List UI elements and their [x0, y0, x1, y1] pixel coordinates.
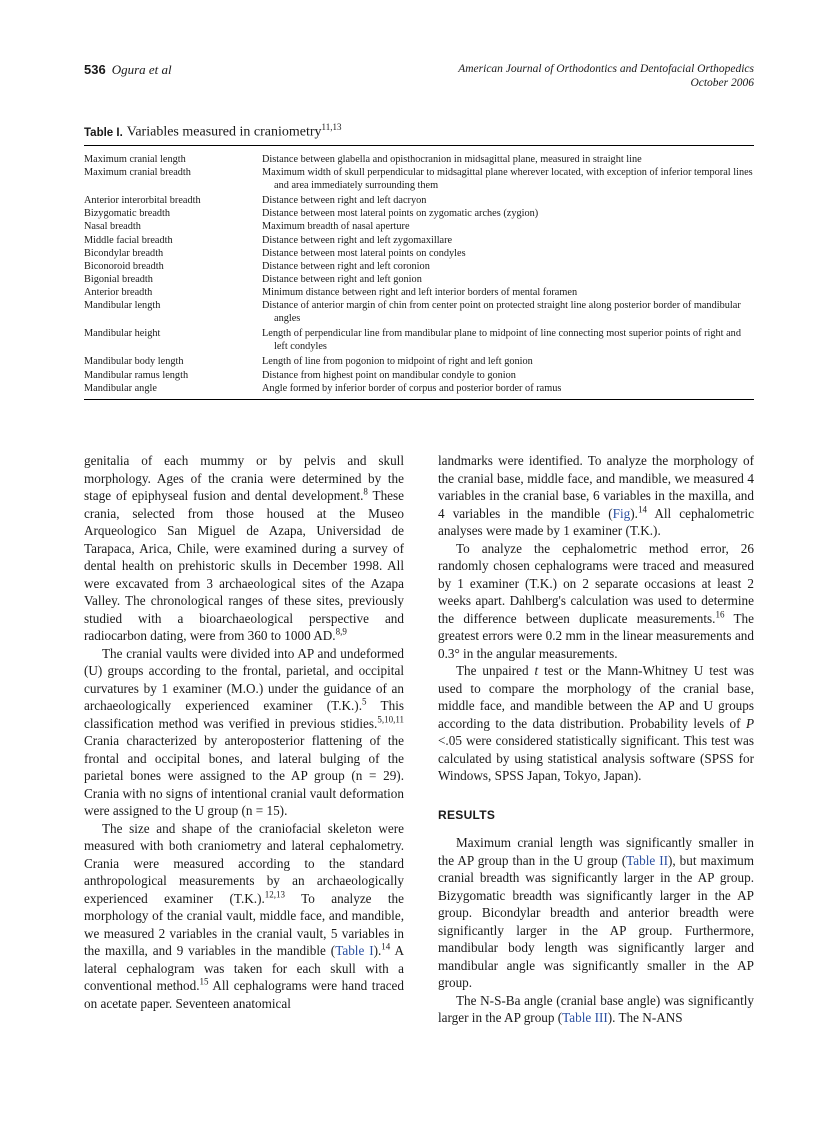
variable-description-cell [262, 286, 754, 299]
variables-table-body [84, 146, 754, 400]
table-row [84, 299, 754, 325]
variable-description-text: Angle formed by inferior border of corpus and posterior border of ramus [262, 382, 562, 394]
variable-name-cell: Biconoroid breadth [84, 260, 164, 272]
table-row [84, 369, 754, 382]
text-run: The N-S-Ba angle (cranial base angle) was significantly larger in the AP group ( [438, 992, 754, 1025]
citation-ref[interactable]: 12,13 [264, 889, 286, 900]
text-run: These crania, selected from those housed at the Museo Arqueologico San Miguel de Azapa, Universidad de Tarapaca, Arica, Chile, were examined during a survey of dental health on prehistoric skulls in December 1998. All were excavated from 3 archaeological sites of the Azapa Valley. The chronological ranges of these sites, previously studied with a bioarchaeological perspective and radiocarbon dating, were from 360 to 1000 AD. [84, 488, 404, 643]
table-link[interactable]: Table III [562, 1010, 608, 1025]
variable-description-cell [262, 146, 754, 167]
table-row [84, 286, 754, 299]
variable-name-cell: Mandibular body length [84, 356, 184, 368]
variable-description-cell [262, 369, 754, 382]
variable-description-text: Minimum distance between right and left interior borders of mental foramen [262, 286, 578, 298]
italic-symbol: P [745, 715, 754, 731]
page-number: 536 [84, 62, 106, 77]
running-header [84, 62, 754, 96]
text-run: ). The N-ANS [607, 1010, 683, 1025]
text-run: A lateral cephalogram was taken for each skull with a conventional method. [84, 943, 404, 993]
table-row [84, 260, 754, 273]
section-heading-results: RESULTS [438, 807, 496, 822]
text-run: Maximum cranial length was significantly smaller in the AP group than in the U group ( [438, 835, 754, 868]
variable-name-cell: Mandibular ramus length [84, 369, 189, 381]
variable-name-cell: Mandibular angle [84, 382, 157, 394]
paragraph [438, 540, 754, 663]
citation-ref[interactable]: 5 [362, 696, 367, 707]
variable-description-text: Distance between right and left zygomaxillare [262, 234, 453, 246]
table-row [84, 192, 754, 207]
variable-description-cell [262, 273, 754, 286]
variable-description-text: Distance between most lateral points on condyles [262, 247, 466, 259]
variable-description-text: Distance between right and left dacryon [262, 195, 427, 207]
citation-ref[interactable]: 15 [199, 976, 209, 987]
citation-ref[interactable]: 14 [637, 504, 647, 515]
text-run: The greatest errors were 0.2 mm in the linear measurements and 0.3° in the angular measurements. [438, 610, 755, 661]
variable-description-text: Distance between right and left coronion [262, 260, 430, 272]
table-link[interactable]: Table II [626, 852, 668, 868]
text-run: This classification method was verified in previous stidies. [84, 698, 404, 731]
table-row [84, 146, 754, 167]
figure-link[interactable]: Fig [612, 505, 631, 521]
table-caption [84, 122, 754, 141]
text-run: landmarks were identified. To analyze the morphology of the cranial base, middle face, and mandible, we measured 4 variables in the cranial base, 6 variables in the maxilla, and 4 variables in the mandible ( [438, 453, 754, 521]
journal-title: American Journal of Orthodontics and Dentofacial Orthopedics [458, 63, 754, 75]
variable-description-text: Distance from highest point on mandibular condyle to gonion [262, 369, 516, 381]
text-run: <.05 were considered statistically significant. This test was calculated by using statistical analysis software (SPSS for Windows, SPSS Japan, Tokyo, Japan). [438, 733, 754, 783]
table-row [84, 166, 754, 192]
text-run: All cephalograms were hand traced on acetate paper. Seventeen anatomical [84, 978, 405, 1011]
paragraph [438, 992, 754, 1027]
text-run: The size and shape of the craniofacial skeleton were measured with both craniometry and lateral cephalometry. Crania were measured according to the standard anthropological measurements by an archaeologically experienced examiner (T.K.). [84, 820, 404, 906]
table-row [84, 353, 754, 368]
text-run: genitalia of each mummy or by pelvis and skull morphology. Ages of the crania were determined by the stage of epiphyseal fusion and dental development. [84, 453, 404, 503]
variable-description-cell [262, 325, 754, 353]
variable-description-cell [262, 260, 754, 273]
text-run: All cephalometric analyses were made by 1 examiner (T.K.). [438, 505, 754, 538]
variable-name-cell: Bizygomatic breadth [84, 208, 171, 220]
table-link[interactable]: Table I [335, 943, 374, 958]
variable-description-text: Maximum breadth of nasal aperture [262, 221, 410, 233]
variable-description-cell [262, 247, 754, 260]
table-caption-refs: 11,13 [321, 122, 342, 132]
table-row [84, 220, 754, 233]
text-run: The cranial vaults were divided into AP and undeformed (U) groups according to the frontal, parietal, and occipital curvatures by 1 examiner (M.O.) under the guidance of an archaeologically experienced examiner (T.K.). [84, 645, 404, 713]
header-authors: Ogura et al [111, 62, 172, 77]
table-row [84, 207, 754, 220]
italic-symbol: t [534, 663, 539, 678]
paragraph [438, 452, 754, 540]
right-column [438, 452, 754, 1027]
variable-description-cell [262, 207, 754, 220]
table-row [84, 234, 754, 247]
variable-name-cell: Maximum cranial length [84, 154, 186, 165]
citation-ref[interactable]: 14 [381, 941, 391, 952]
table-label: Table I. [84, 126, 123, 139]
citation-ref[interactable]: 8 [363, 486, 368, 497]
paragraph [84, 820, 404, 1013]
header-left [84, 62, 172, 78]
citation-ref[interactable]: 8,9 [335, 626, 347, 637]
variable-name-cell: Bicondylar breadth [84, 247, 164, 259]
citation-ref[interactable]: 16 [715, 609, 725, 620]
paragraph [438, 834, 754, 992]
paragraph [84, 452, 404, 645]
variable-description-text: Length of line from pogonion to midpoint of right and left gonion [262, 356, 533, 368]
paragraph [438, 662, 754, 785]
variable-description-cell [262, 299, 754, 325]
variables-table [84, 145, 754, 400]
text-run: ). [373, 943, 382, 958]
table-caption-text: Variables measured in craniometry [126, 124, 322, 140]
variable-description-text: Length of perpendicular line from mandibular plane to midpoint of line connecting most superior points of right and left condyles [262, 328, 741, 353]
variable-name-cell: Middle facial breadth [84, 234, 173, 246]
variable-description-cell [262, 353, 754, 368]
text-run: The unpaired [456, 663, 535, 678]
text-run: ), but maximum cranial breadth was significantly larger in the AP group. Bizygomatic breadth was significantly larger in the AP group. Bicondylar breadth and anterior breadth were significantly larger in the AP group. Furthermore, mandibular body length was significantly larger and mandibular angle was significantly smaller in the AP group. [438, 852, 754, 990]
variable-description-text: Distance between most lateral points on zygomatic arches (zygion) [262, 208, 539, 220]
table-row [84, 273, 754, 286]
left-column [84, 452, 404, 1012]
text-run: test or the Mann-Whitney U test was used to compare the morphology of the cranial base, middle face, and mandible between the AP and U groups according to the data distribution. Probability levels of [438, 663, 754, 731]
variable-description-text: Maximum width of skull perpendicular to midsagittal plane wherever located, with exception of inferior temporal lines and area immediately surrounding them [262, 167, 753, 192]
variable-description-text: Distance between right and left gonion [262, 273, 422, 285]
table-row [84, 247, 754, 260]
citation-ref[interactable]: 5,10,11 [377, 714, 404, 725]
journal-issue-date: October 2006 [690, 77, 754, 89]
text-run: ). [630, 505, 638, 521]
variable-description-text: Distance between glabella and opisthocranion in midsagittal plane, measured in straight line [262, 154, 642, 165]
variable-description-cell [262, 192, 754, 207]
variable-description-text: Distance of anterior margin of chin from center point on protected straight line along posterior border of mandibular angles [262, 300, 741, 325]
header-journal [458, 62, 754, 90]
variable-name-cell: Nasal breadth [84, 221, 141, 233]
variable-name-cell: Mandibular height [84, 328, 161, 340]
variable-description-cell [262, 234, 754, 247]
variable-description-cell [262, 220, 754, 233]
text-run: Crania characterized by anteroposterior flattening of the frontal and occipital bones, and lateral bulging of the parietal bones were assigned to the AP group (n = 29). Crania with no signs of intentional cranial vault deformation were assigned to the U group (n = 15). [84, 733, 404, 818]
variable-description-cell [262, 382, 754, 400]
text-run: To analyze the cephalometric method error, 26 randomly chosen cephalograms were traced and measured by 1 examiner (T.K.) on 2 separate occasions at least 2 weeks apart. Dahlberg's calculation was used to determine the difference between duplicate measurements. [438, 540, 754, 626]
text-run: To analyze the morphology of the cranial vault, middle face, and mandible, we measured 2 variables in the cranial vault, 5 variables in the maxilla, and 9 variables in the mandible ( [84, 890, 405, 958]
variable-name-cell: Anterior interorbital breadth [84, 195, 201, 207]
variable-name-cell: Anterior breadth [84, 286, 153, 298]
variable-name-cell: Maximum cranial breadth [84, 167, 191, 179]
paragraph [84, 645, 404, 820]
variable-name-cell: Mandibular length [84, 300, 161, 312]
variable-name-cell: Bigonial breadth [84, 273, 153, 285]
variable-description-cell [262, 166, 754, 192]
table-row [84, 382, 754, 400]
table-row [84, 325, 754, 353]
